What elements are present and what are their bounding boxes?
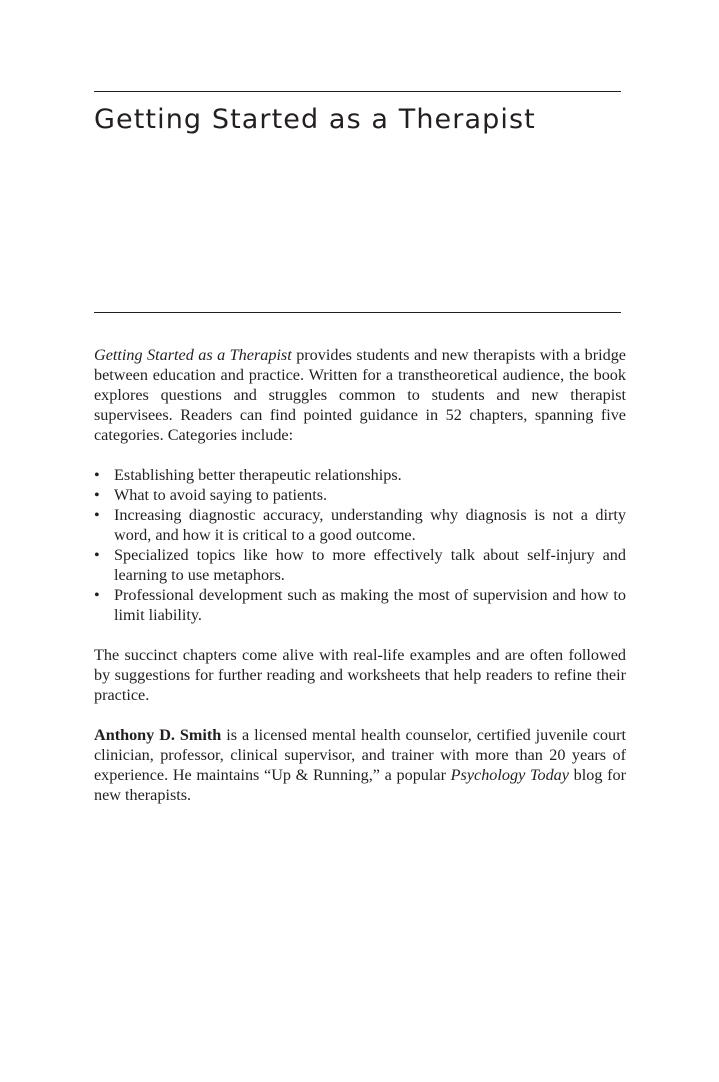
bullet-icon: • [94, 546, 100, 564]
closing-paragraph: The succinct chapters come alive with real-life examples and are often followed by suggestions for further reading and worksheets that help readers to refine their practice. [94, 646, 626, 704]
list-item-text: Specialized topics like how to more effectively talk about self-injury and learning to use metaphors. [114, 546, 626, 584]
bottom-rule [94, 312, 621, 313]
bullet-icon: • [94, 466, 100, 484]
list-item [94, 585, 626, 625]
intro-paragraph [94, 345, 626, 445]
list-item-text: Establishing better therapeutic relationships. [114, 466, 402, 484]
bullet-icon: • [94, 486, 100, 504]
list-item-text: What to avoid saying to patients. [114, 486, 328, 504]
author-bio-text-2: blog for new therapists. [94, 766, 626, 804]
top-rule [94, 91, 621, 92]
list-item [94, 545, 626, 585]
list-item-text: Professional development such as making the most of supervision and how to limit liability. [114, 586, 626, 624]
list-item-text: Increasing diagnostic accuracy, understanding why diagnosis is not a dirty word, and how it is critical to a good outcome. [114, 506, 626, 544]
author-name: Anthony D. Smith [94, 726, 222, 744]
publication-name-italic: Psychology Today [450, 766, 569, 784]
description-block [94, 345, 626, 805]
bullet-icon: • [94, 586, 100, 604]
author-bio-text-1: is a licensed mental health counselor, certified juvenile court clinician, professor, clinical supervisor, and trainer with more than 20 years of experience. He maintains “Up & Running,” a popular [94, 726, 626, 784]
page-title: Getting Started as a Therapist [94, 104, 536, 135]
intro-text: provides students and new therapists with a bridge between education and practice. Written for a transtheoretical audience, the book explores questions and struggles common to students and new therapist supervisees. Readers can find pointed guidance in 52 chapters, spanning five categories. Categories include: [94, 346, 626, 444]
book-title-italic: Getting Started as a Therapist [94, 346, 292, 364]
author-bio [94, 725, 626, 805]
category-list [94, 465, 626, 625]
bullet-icon: • [94, 506, 100, 524]
list-item [94, 505, 626, 545]
list-item [94, 465, 626, 485]
list-item [94, 485, 626, 505]
